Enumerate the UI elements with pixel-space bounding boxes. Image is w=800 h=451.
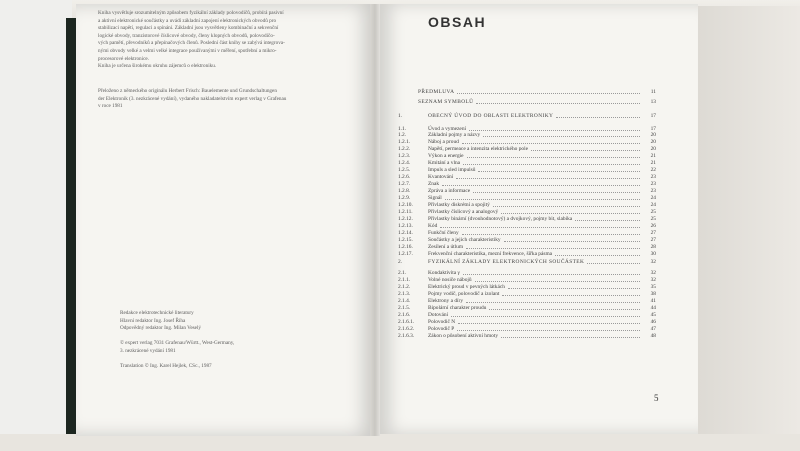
toc-entry-title: Přívlastky číslicový a analogový: [428, 209, 499, 215]
toc-entry-number: 2.1.6.3.: [398, 333, 415, 339]
toc-entry-page: 26: [650, 223, 656, 229]
toc-entry-number: 1.2.2.: [398, 146, 411, 152]
toc-leader-dots: [440, 227, 640, 228]
toc-entry-number: 1.2.10.: [398, 202, 413, 208]
translation-line: v roce 1981: [98, 103, 123, 110]
toc-entry-title: Kód: [428, 223, 438, 229]
toc-leader-dots: [462, 234, 640, 235]
toc-leader-dots: [475, 281, 640, 282]
toc-entry-title: Výkon a energie: [428, 153, 464, 159]
toc-entry-page: 20: [650, 139, 656, 145]
toc-entry-page: 27: [650, 237, 656, 243]
toc-leader-dots: [462, 143, 640, 144]
toc-entry-title: Kvantování: [428, 174, 454, 180]
toc-entry-title: Zpráva a informace: [428, 188, 471, 194]
toc-row: [398, 112, 656, 120]
toc-entry-number: 2.1.: [398, 270, 407, 276]
toc-entry-page: 30: [650, 251, 656, 257]
toc-leader-dots: [508, 288, 640, 289]
toc-entry-number: 1.2.7.: [398, 181, 411, 187]
toc-leader-dots: [483, 136, 640, 137]
translation-line: der Elektronik (3. nezkrácené vydání), vydaného nakladatelstvím expert verlag v Grafenau: [98, 95, 287, 102]
toc-entry-number: 1.2.9.: [398, 195, 411, 201]
toc-leader-dots: [489, 309, 640, 310]
intro-line: logické obvody, tranzistorové číslicové obvody, členy klopných obvodů, polovodičo-: [98, 32, 275, 39]
toc-entry-title: SEZNAM SYMBOLŮ: [418, 99, 474, 105]
toc-entry-title: Přívlastky diskrétní a spojitý: [428, 202, 490, 208]
toc-entry-title: Napětí, permeace a intenzita elektrického pole: [428, 146, 528, 152]
toc-entry-title: Kmitání a vlna: [428, 160, 461, 166]
toc-entry-page: 32: [650, 270, 656, 276]
toc-leader-dots: [445, 199, 640, 200]
imprint-line: Odpovědný redaktor Ing. Milan Veselý: [120, 325, 202, 332]
toc-entry-title: Bipolární charakter proudu: [428, 305, 487, 311]
intro-line: Kniha vysvětluje srozumitelným způsobem fyzikální základy polovodičů, probírá pasivní: [98, 10, 284, 16]
toc-entry-number: 2.: [398, 259, 403, 265]
toc-entry-page: 45: [650, 312, 656, 318]
toc-entry-page: 17: [650, 126, 656, 132]
toc-entry-title: Elektrony a díry: [428, 298, 464, 304]
intro-line: procesorové elektronice.: [98, 55, 149, 62]
toc-entry-title: Polovodič P: [428, 326, 455, 332]
toc-row: [398, 250, 656, 258]
page-number: 5: [654, 393, 659, 403]
toc-row: [398, 98, 656, 106]
toc-leader-dots: [575, 220, 640, 221]
toc-leader-dots: [463, 274, 640, 275]
toc-entry-number: 1.2.5.: [398, 167, 411, 173]
toc-entry-number: 1.2.1.: [398, 139, 411, 145]
toc-entry-page: 41: [650, 298, 656, 304]
toc-entry-number: 2.1.6.2.: [398, 326, 415, 332]
toc-entry-number: 1.2.11.: [398, 209, 413, 215]
toc-leader-dots: [456, 178, 640, 179]
toc-entry-page: 20: [650, 146, 656, 152]
toc-entry-number: 2.1.6.1.: [398, 319, 415, 325]
toc-entry-page: 11: [650, 89, 656, 95]
left-page-intro: [98, 10, 285, 71]
imprint-line: © expert verlag 7031 Grafenau/Württ., West-Germany,: [120, 340, 235, 347]
toc-entry-page: 25: [650, 216, 656, 222]
toc-entry-title: Signál: [428, 195, 442, 201]
toc-entry-title: Funkční členy: [428, 230, 459, 236]
toc-entry-number: 2.1.4.: [398, 298, 411, 304]
toc-leader-dots: [587, 263, 640, 264]
toc-entry-title: FYZIKÁLNÍ ZÁKLADY ELEKTRONICKÝCH SOUČÁSTEK: [428, 259, 585, 265]
toc-entry-number: 1.: [398, 113, 403, 119]
left-page-imprint: [120, 310, 234, 371]
toc-entry-page: 24: [650, 202, 656, 208]
toc-entry-number: 1.2.4.: [398, 160, 411, 166]
toc-entry-title: PŘEDMLUVA: [418, 89, 455, 95]
toc-row: [398, 258, 656, 266]
toc-entry-title: Základní pojmy a názvy: [428, 132, 481, 138]
toc-entry-page: 38: [650, 291, 656, 297]
toc-leader-dots: [502, 295, 640, 296]
toc-entry-number: 1.2.15.: [398, 237, 413, 243]
toc-leader-dots: [556, 117, 640, 118]
imprint-line: Redakce elektrotechnické literatury: [120, 310, 194, 316]
toc-leader-dots: [531, 150, 640, 151]
toc-leader-dots: [467, 157, 640, 158]
toc-entry-page: 27: [650, 230, 656, 236]
toc-entry-number: 1.2.14.: [398, 230, 413, 236]
toc-entry-page: 13: [650, 99, 656, 105]
toc-entry-page: 23: [650, 188, 656, 194]
toc-leader-dots: [478, 171, 640, 172]
toc-entry-page: 21: [650, 153, 656, 159]
toc-leader-dots: [501, 213, 640, 214]
toc-entry-number: 1.1.: [398, 126, 407, 132]
intro-line: vých pamětí, převodníků a přepínačových členů. Poslední část knihy se zabývá integrova-: [98, 40, 285, 47]
toc-entry-page: 44: [650, 305, 656, 311]
toc-heading: OBSAH: [428, 14, 487, 30]
translation-line: Přeloženo z německého originálu Herbert Frisch: Bauelemente und Grundschaltungen: [98, 88, 277, 94]
toc-leader-dots: [457, 93, 640, 94]
toc-entry-title: Přívlastky binární (dvouhodnotový) a dvojkový, pojmy bit, slabika: [428, 216, 573, 222]
toc-entry-page: 17: [650, 113, 656, 119]
toc-entry-page: 25: [650, 209, 656, 215]
toc-entry-title: Pojmy vodič, polovodič a izolant: [428, 291, 500, 297]
toc-leader-dots: [501, 337, 640, 338]
toc-entry-number: 1.2.17.: [398, 251, 413, 257]
toc-entry-number: 1.2.13.: [398, 223, 413, 229]
toc-entry-number: 2.1.1.: [398, 277, 411, 283]
toc-row: [398, 332, 656, 340]
toc-leader-dots: [493, 206, 640, 207]
toc-entry-title: Úvod a vymezení: [428, 126, 467, 132]
toc-entry-page: 23: [650, 174, 656, 180]
intro-line: stabilizaci napětí, regulaci a spínání. Základní jsou vysvětleny kombinační a sekvenční: [98, 25, 279, 32]
intro-line: nými obvody velké a velmi velké integrace používanými v měření, spotřební a mikro-: [98, 47, 277, 54]
toc-entry-number: 1.2.16.: [398, 244, 413, 250]
imprint-line: Hlavní redaktor Ing. Josef Říha: [120, 317, 186, 324]
toc-entry-page: 24: [650, 195, 656, 201]
book-cover-left: [0, 0, 72, 451]
toc-entry-page: 20: [650, 132, 656, 138]
toc-leader-dots: [458, 323, 640, 324]
imprint-line: 3. nezkrácené vydání 1981: [120, 347, 176, 354]
toc-entry-page: 46: [650, 319, 656, 325]
toc-entry-title: Zákon o působení aktivní hmoty: [428, 333, 499, 339]
toc-entry-page: 28: [650, 244, 656, 250]
toc-entry-number: 1.2.6.: [398, 174, 411, 180]
toc-entry-page: 35: [650, 284, 656, 290]
toc-entry-number: 2.1.3.: [398, 291, 411, 297]
toc-entry-title: Zesílení a útlum: [428, 244, 464, 250]
toc-leader-dots: [555, 255, 640, 256]
toc-entry-title: Elektrický proud v pevných látkách: [428, 284, 505, 290]
toc-leader-dots: [504, 241, 640, 242]
toc-entry-title: Znak: [428, 181, 440, 187]
toc-entry-title: Součástky a jejich charakteristiky: [428, 237, 501, 243]
toc-entry-page: 23: [650, 181, 656, 187]
toc-entry-page: 47: [650, 326, 656, 332]
toc-leader-dots: [466, 248, 640, 249]
toc-leader-dots: [457, 330, 640, 331]
toc-leader-dots: [451, 316, 640, 317]
toc-entry-title: Náboj a proud: [428, 139, 459, 145]
toc-entry-number: 1.2.3.: [398, 153, 411, 159]
imprint-line: Translation © Ing. Karel Hejlek, CSc., 1987: [120, 363, 212, 370]
toc-leader-dots: [466, 302, 640, 303]
book-gutter: [370, 4, 380, 436]
background-bottom: [0, 434, 800, 451]
toc-entry-title: OBECNÝ ÚVOD DO OBLASTI ELEKTRONIKY: [428, 113, 554, 119]
toc-leader-dots: [463, 164, 640, 165]
toc-entry-title: Frekvenční charakteristika, mezní frekvence, šířka pásma: [428, 251, 553, 257]
left-page-translation-note: [98, 88, 286, 111]
toc-leader-dots: [442, 185, 640, 186]
toc-entry-number: 1.2.: [398, 132, 407, 138]
intro-line: a aktivní elektronické součástky a uvádí základní zapojení elektronických obvodů pro: [98, 17, 277, 24]
toc-entry-number: 2.1.5.: [398, 305, 411, 311]
toc-entry-title: Volné nosiče nábojů: [428, 277, 472, 283]
toc-leader-dots: [476, 103, 640, 104]
toc-entry-title: Dotování: [428, 312, 449, 318]
toc-entry-number: 1.2.12.: [398, 216, 413, 222]
book-cover-right: [690, 6, 800, 436]
toc-entry-title: Polovodič N: [428, 319, 456, 325]
toc-entry-title: Kondaktivita γ: [428, 270, 460, 276]
toc-entry-page: 32: [650, 259, 656, 265]
toc-entry-number: 1.2.8.: [398, 188, 411, 194]
toc-entry-number: 2.1.2.: [398, 284, 411, 290]
intro-line: Kniha je určena širokému okruhu zájemců o elektroniku.: [98, 63, 217, 70]
toc-entry-page: 22: [650, 167, 656, 173]
toc-leader-dots: [473, 192, 640, 193]
toc-entry-page: 48: [650, 333, 656, 339]
toc-row: [398, 88, 656, 96]
toc-entry-number: 2.1.6.: [398, 312, 411, 318]
toc-entry-page: 32: [650, 277, 656, 283]
toc-entry-page: 21: [650, 160, 656, 166]
toc-entry-title: Impuls a sled impulsů: [428, 167, 476, 173]
